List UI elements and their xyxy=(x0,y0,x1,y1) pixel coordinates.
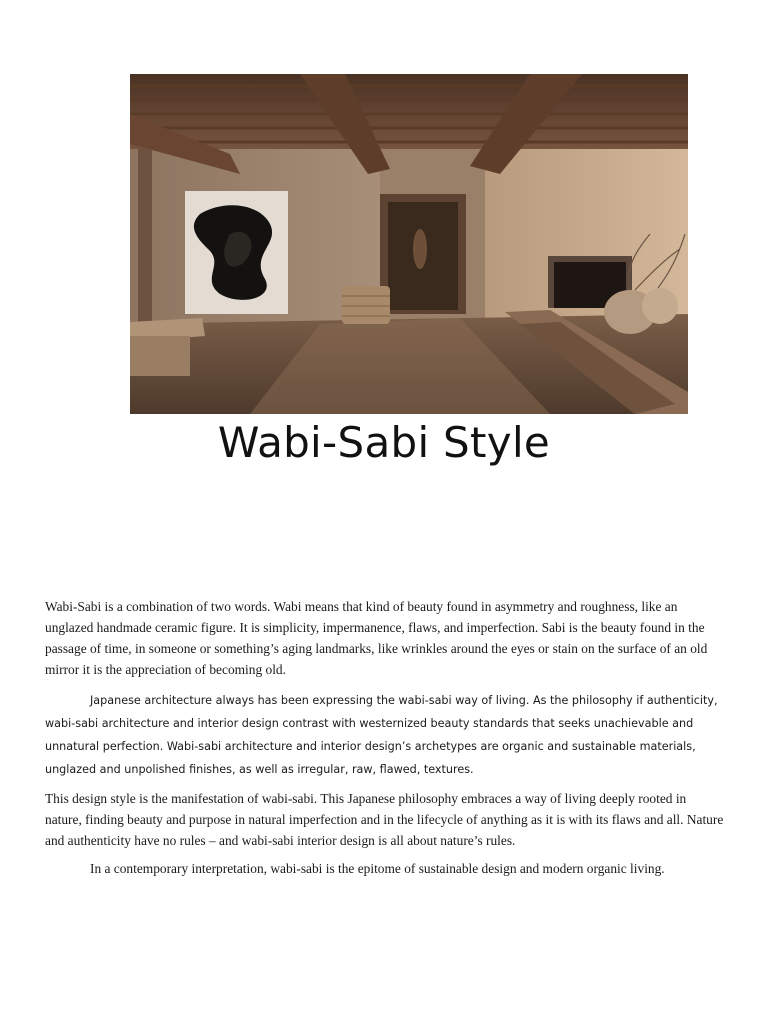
interior-photo xyxy=(130,74,688,414)
page-title: Wabi-Sabi Style xyxy=(217,418,551,467)
paragraph-architecture: Japanese architecture always has been expressing the wabi-sabi way of living. As the philosophy if authenticity, wabi-sabi architecture and interior design contrast with westernized beauty standards that seeks unachievable and unnatural perfection. Wabi-sabi architecture and interior design’s archetypes are organic and sustainable materials, unglazed and unpolished finishes, as well as irregular, raw, flawed, textures. xyxy=(45,694,718,776)
paragraph-definition: Wabi-Sabi is a combination of two words. Wabi means that kind of beauty found in asymmetry and roughness, like an unglazed handmade ceramic figure. It is simplicity, impermanence, flaws, and imperfection. Sabi is the beauty found in the passage of time, in someone or something’s aging landmarks, like wrinkles around the eyes or stain on the surface of an old mirror it is the appreciation of becoming old. xyxy=(45,599,708,677)
paragraph-design-style: This design style is the manifestation of wabi-sabi. This Japanese philosophy embraces a way of living deeply rooted in nature, finding beauty and purpose in natural imperfection and in the lifecycle of anything as it is with its flaws and all. Nature and authenticity have no rules – and wabi-sabi interior design is all about nature’s rules. xyxy=(45,791,724,848)
paragraph-contemporary: In a contemporary interpretation, wabi-sabi is the epitome of sustainable design and modern organic living. xyxy=(90,861,665,876)
